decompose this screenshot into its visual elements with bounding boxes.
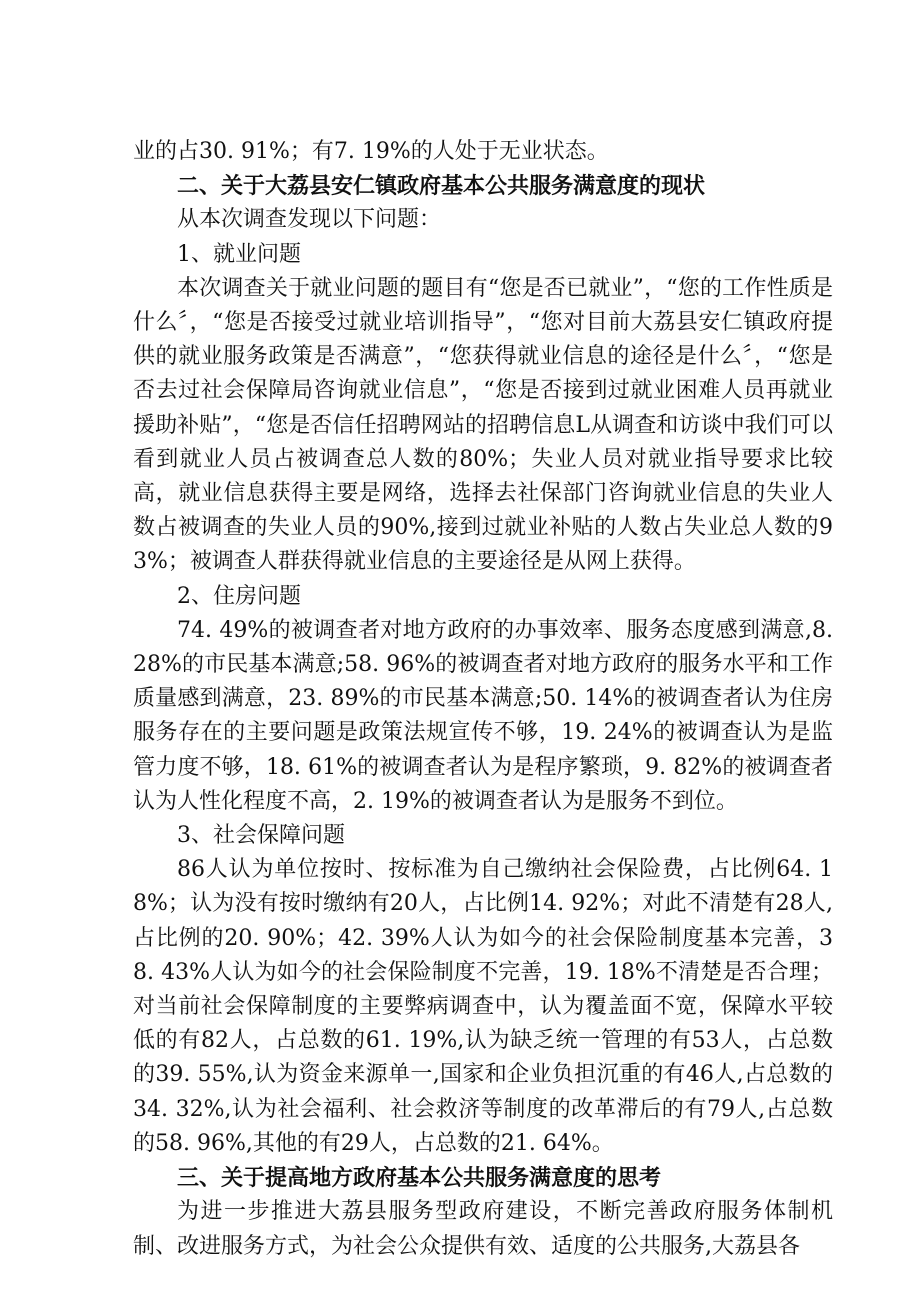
- paragraph-continuation: 业的占30. 91%；有7. 19%的人处于无业状态。: [133, 139, 609, 164]
- paragraph-intro: 从本次调查发现以下问题：: [177, 207, 442, 233]
- subheading-housing: 2、住房问题: [177, 583, 301, 609]
- paragraph-housing: 74. 49%的被调查者对地方政府的办事效率、服务态度感到满意,8. 28%的市民基本满意;58. 96%的被调查者对地方政府的服务水平和工作质量感到满意，23. 89%的市民基本满意;50. 14%的被调查者认为住房服务存在的主要问题是政策法规宣传不够，19. 24%的被调查认为是监管力度不够，18. 61%的被调查者认为是程序繁琐，9. 82%的被调查者认为人性化程度不高，2. 19%的被调查者认为是服务不到位。: [133, 617, 833, 814]
- paragraph-employment: 本次调查关于就业问题的题目有“您是否已就业”，“您的工作性质是什么〞，“您是否接受过就业培训指导”，“您对目前大荔县安仁镇政府提供的就业服务政策是否满意”，“您获得就业信息的途径是什么〞，“您是否去过社会保障局咨询就业信息”，“您是否接到过就业困难人员再就业援助补贴”，“您是否信任招聘网站的招聘信息L从调查和访谈中我们可以看到就业人员占被调查总人数的80%；失业人员对就业指导要求比较高，就业信息获得主要是网络，选择去社保部门咨询就业信息的失业人数占被调查的失业人员的90%,接到过就业补贴的人数占失业总人数的93%；被调查人群获得就业信息的主要途径是从网上获得。: [133, 275, 833, 575]
- document-body: [133, 135, 833, 1264]
- paragraph-social-security: 86人认为单位按时、按标准为自己缴纳社会保险费，占比例64. 18%；认为没有按时缴纳有20人，占比例14. 92%；对此不清楚有28人,占比例的20. 90%；42. 39%人认为如今的社会保险制度基本完善，38. 43%人认为如今的社会保险制度不完善，19. 18%不清楚是否合理；对当前社会保障制度的主要弊病调查中，认为覆盖面不宽，保障水平较低的有82人，占总数的61. 19%,认为缺乏统一管理的有53人，占总数的39. 55%,认为资金来源单一,国家和企业负担沉重的有46人,占总数的34. 32%,认为社会福利、社会救济等制度的改革滞后的有79人,占总数的58. 96%,其他的有29人，占总数的21. 64%。: [133, 857, 833, 1156]
- section-heading-3: 三、关于提高地方政府基本公共服务满意度的思考: [177, 1165, 662, 1192]
- subheading-social-security: 3、社会保障问题: [177, 823, 345, 849]
- paragraph-reflection: 为进一步推进大荔县服务型政府建设，不断完善政府服务体制机制、改进服务方式，为社会公众提供有效、适度的公共服务,大荔县各: [133, 1199, 833, 1259]
- subheading-employment: 1、就业问题: [177, 241, 301, 267]
- section-heading-2: 二、关于大荔县安仁镇政府基本公共服务满意度的现状: [177, 173, 706, 200]
